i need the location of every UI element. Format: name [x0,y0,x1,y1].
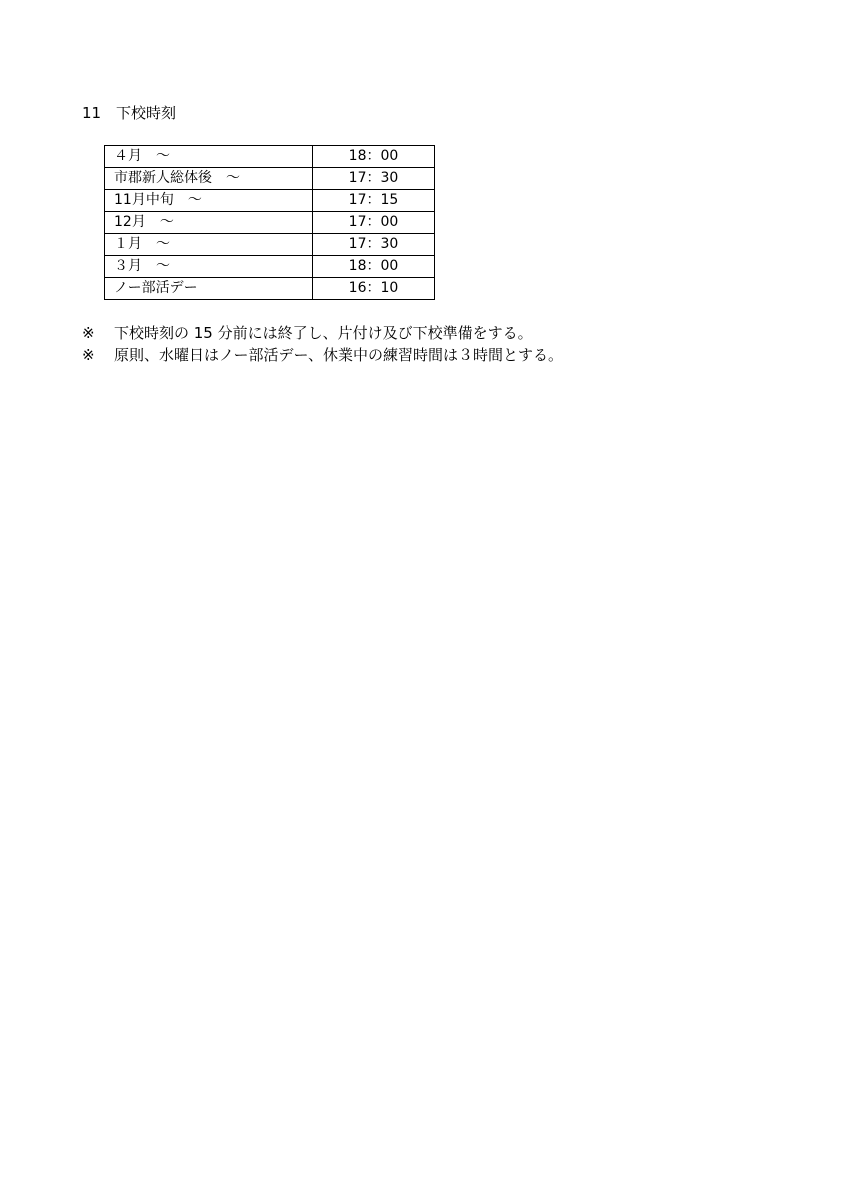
table-row [105,168,435,190]
table-row [105,256,435,278]
time-cell: 17：30 [313,168,435,190]
period-cell: 12月 ～ [105,212,313,234]
note-line [82,344,563,366]
notes-section [82,322,563,366]
time-cell: 18：00 [313,146,435,168]
time-cell: 18：00 [313,256,435,278]
time-cell: 17：00 [313,212,435,234]
period-cell: １月 ～ [105,234,313,256]
dismissal-time-table [104,145,435,300]
period-cell: ノー部活デー [105,278,313,300]
note-line [82,322,563,344]
time-cell: 17：15 [313,190,435,212]
period-cell: 11月中旬 ～ [105,190,313,212]
table-row [105,278,435,300]
time-cell: 16：10 [313,278,435,300]
note-text: 下校時刻の 15 分前には終了し、片付け及び下校準備をする。 [114,324,533,342]
note-mark: ※ [82,346,95,364]
note-text: 原則、水曜日はノー部活デー、休業中の練習時間は３時間とする。 [114,346,563,364]
time-cell: 17：30 [313,234,435,256]
note-mark: ※ [82,324,95,342]
table-row [105,146,435,168]
period-cell: 市郡新人総体後 ～ [105,168,313,190]
table-row [105,234,435,256]
section-heading [82,103,176,123]
section-number: 11 [82,104,102,122]
period-cell: ４月 ～ [105,146,313,168]
table-row [105,212,435,234]
period-cell: ３月 ～ [105,256,313,278]
section-title: 下校時刻 [116,104,177,122]
table-row [105,190,435,212]
